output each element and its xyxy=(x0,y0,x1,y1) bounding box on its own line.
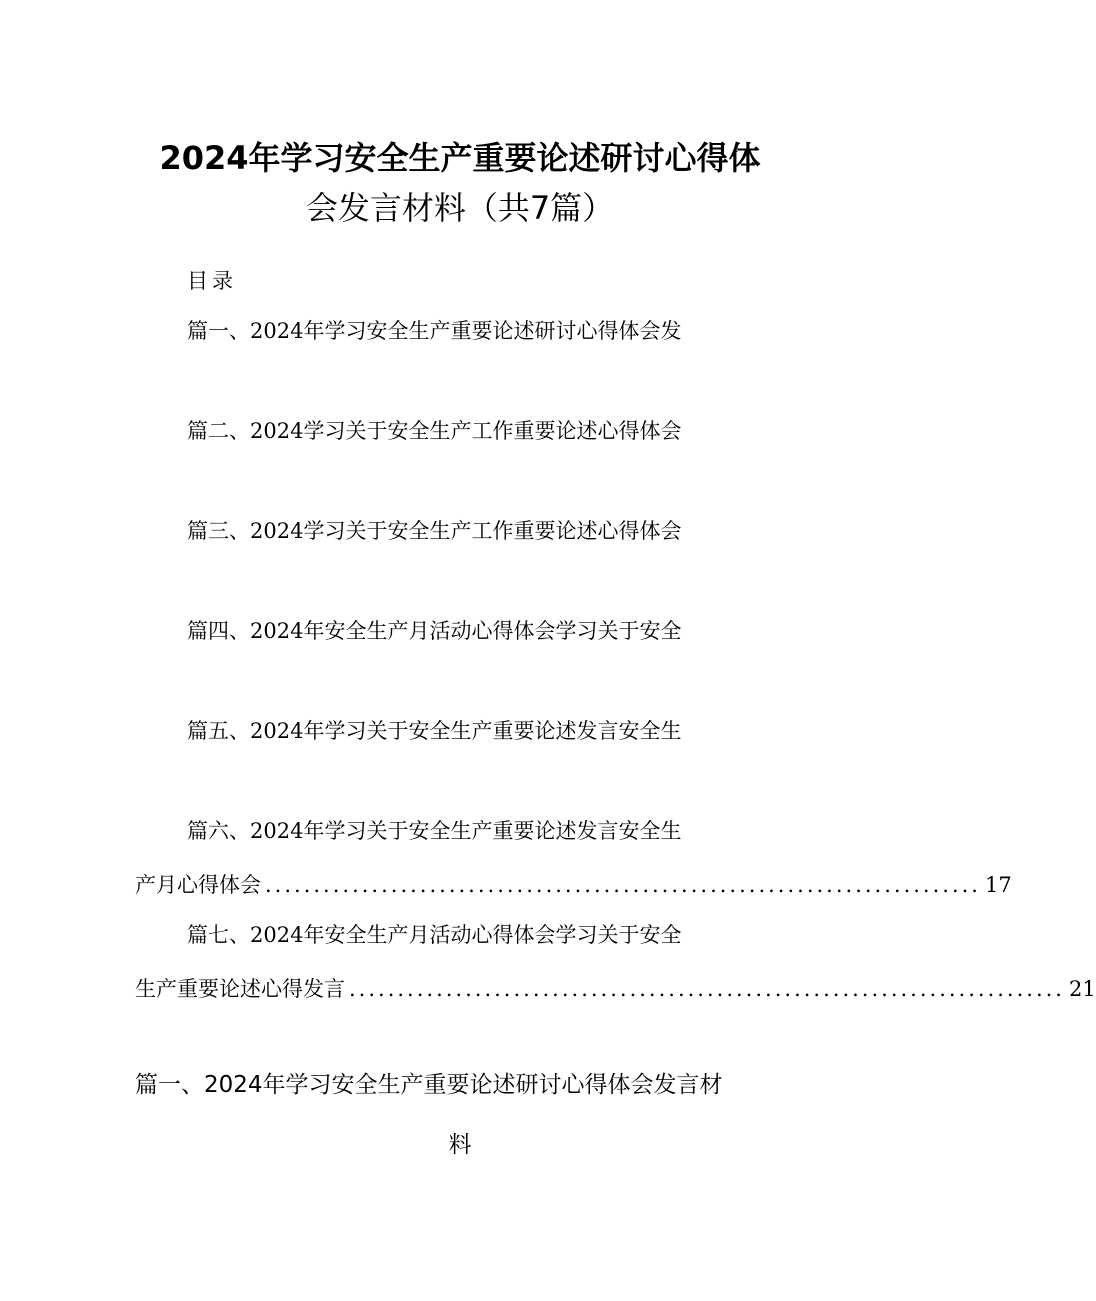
toc-item-2[interactable]: 篇二、2024学习关于安全生产工作重要论述心得体会 xyxy=(187,419,682,443)
toc-item-1[interactable]: 篇一、2024年学习安全生产重要论述研讨心得体会发 xyxy=(187,319,682,343)
toc-item-6[interactable]: 篇六、2024年学习关于安全生产重要论述发言安全生 xyxy=(187,819,682,843)
toc-item-7-continuation[interactable] xyxy=(135,974,1096,1004)
toc-item-7[interactable]: 篇七、2024年安全生产月活动心得体会学习关于安全 xyxy=(187,923,682,947)
title-line-2: 会发言材料（共7篇） xyxy=(305,189,615,227)
toc-item-7-cont-text: 生产重要论述心得发言 xyxy=(135,977,345,1001)
toc-item-6-page: 17 xyxy=(984,873,1012,897)
section-heading-continuation: 料 xyxy=(448,1132,472,1158)
toc-item-4[interactable]: 篇四、2024年安全生产月活动心得体会学习关于安全 xyxy=(187,619,682,643)
toc-item-7-page: 21 xyxy=(1068,977,1096,1001)
toc-item-6-continuation[interactable] xyxy=(135,870,1012,900)
toc-item-6-cont-text: 产月心得体会 xyxy=(135,873,261,897)
title-line-1: 2024年学习安全生产重要论述研讨心得体 xyxy=(159,139,761,177)
toc-dot-leader: .......................................................................... xyxy=(265,873,981,897)
toc-item-3[interactable]: 篇三、2024学习关于安全生产工作重要论述心得体会 xyxy=(187,519,682,543)
toc-label: 目录 xyxy=(187,269,237,293)
section-heading: 篇一、2024年学习安全生产重要论述研讨心得体会发言材 xyxy=(135,1072,723,1098)
toc-dot-leader: .......................................................................... xyxy=(349,977,1065,1001)
toc-item-5[interactable]: 篇五、2024年学习关于安全生产重要论述发言安全生 xyxy=(187,719,682,743)
